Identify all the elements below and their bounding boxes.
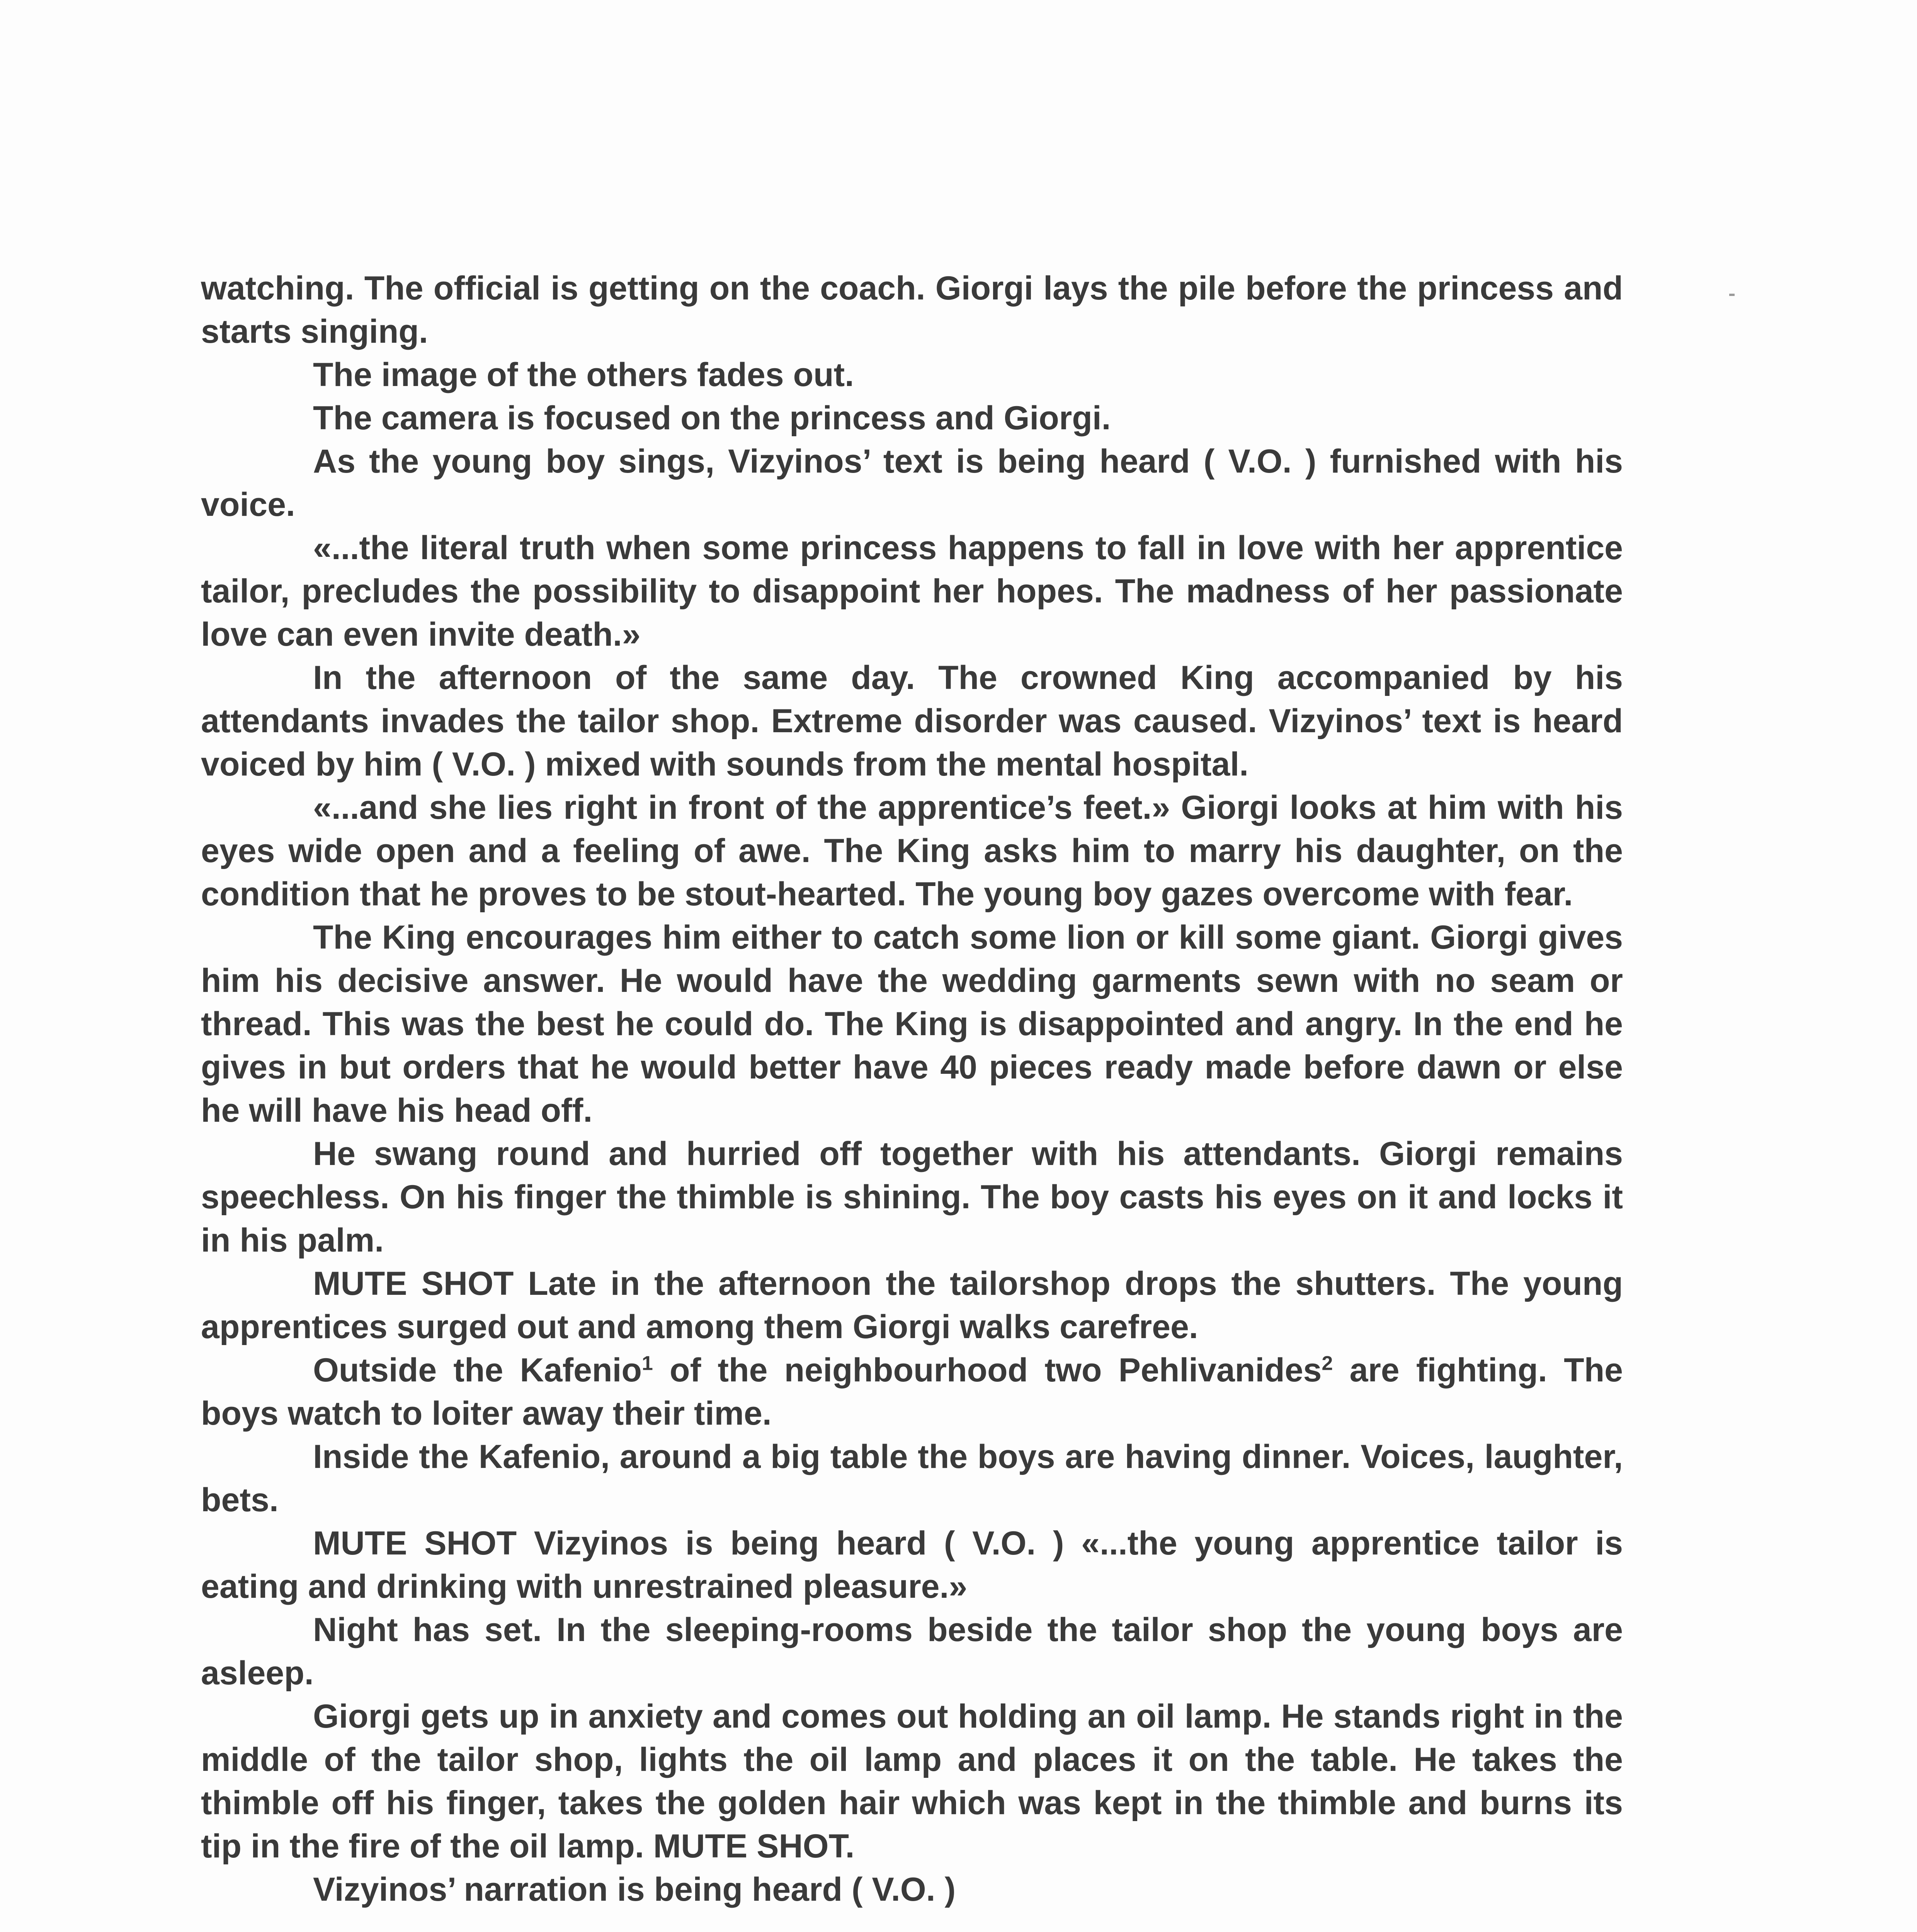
paragraph-15: Giorgi gets up in anxiety and comes out holding an oil lamp. He stands right in the middle of the tailor shop, lights the oil lamp and places it on the table. He takes the thimble off his finger, takes the golden hair which was kept in the thimble and burns its tip in the fire of the oil lamp. MUTE SHOT. [201,1698,1623,1865]
paragraph-13: MUTE SHOT Vizyinos is being heard ( V.O. ) «...the young apprentice tailor is eating and drinking with unrestrained pleasure.» [201,1525,1623,1605]
script-body [201,267,1623,1911]
paragraph-4: As the young boy sings, Vizyinos’ text is being heard ( V.O. ) furnished with his voice. [201,443,1623,523]
paragraph-16: Vizyinos’ narration is being heard ( V.O. ) [313,1871,956,1908]
footnote-ref-1: 1 [641,1352,653,1375]
footnote-ref-2: 2 [1322,1352,1333,1375]
paragraph-1: watching. The official is getting on the coach. Giorgi lays the pile before the princess and starts singing. [201,270,1623,350]
paragraph-2: The image of the others fades out. [313,356,854,393]
paragraph-3: The camera is focused on the princess and Giorgi. [313,400,1111,437]
paragraph-12: Inside the Kafenio, around a big table the boys are having dinner. Voices, laughter, bets. [201,1438,1623,1519]
paragraph-14: Night has set. In the sleeping-rooms beside the tailor shop the young boys are asleep. [201,1611,1623,1692]
paragraph-10: MUTE SHOT Late in the afternoon the tailorshop drops the shutters. The young apprentices surged out and among them Giorgi walks carefree. [201,1265,1623,1345]
paragraph-6: In the afternoon of the same day. The crowned King accompanied by his attendants invades the tailor shop. Extreme disorder was caused. Vizyinos’ text is heard voiced by him ( V.O. ) mixed with sounds from the mental hospital. [201,659,1623,783]
paragraph-9: He swang round and hurried off together with his attendants. Giorgi remains speechless. On his finger the thimble is shining. The boy casts his eyes on it and locks it in his palm. [201,1135,1623,1259]
paragraph-8: The King encourages him either to catch some lion or kill some giant. Giorgi gives him his decisive answer. He would have the wedding garments sewn with no seam or thread. This was the best he could do. The King is disappointed and angry. In the end he gives in but orders that he would better have 40 pieces ready made before dawn or else he will have his head off. [201,919,1623,1129]
paragraph-5: «...the literal truth when some princess happens to fall in love with her apprentice tailor, precludes the possibility to disappoint her hopes. The madness of her passionate love can even invite death.» [201,529,1623,653]
paragraph-11-part-3: are fighting. The boys watch to loiter away their time. [201,1352,1623,1432]
paragraph-7: «...and she lies right in front of the apprentice’s feet.» Giorgi looks at him with his eyes wide open and a feeling of awe. The King asks him to marry his daughter, on the condition that he proves to be stout-hearted. The young boy gazes overcome with fear. [201,789,1623,913]
scan-speck [1729,294,1735,296]
paragraph-11-part-2: of the neighbourhood two Pehlivanides [653,1352,1322,1389]
paragraph-11-part-1: Outside the Kafenio [313,1352,642,1389]
paragraph-11 [201,1349,1623,1435]
